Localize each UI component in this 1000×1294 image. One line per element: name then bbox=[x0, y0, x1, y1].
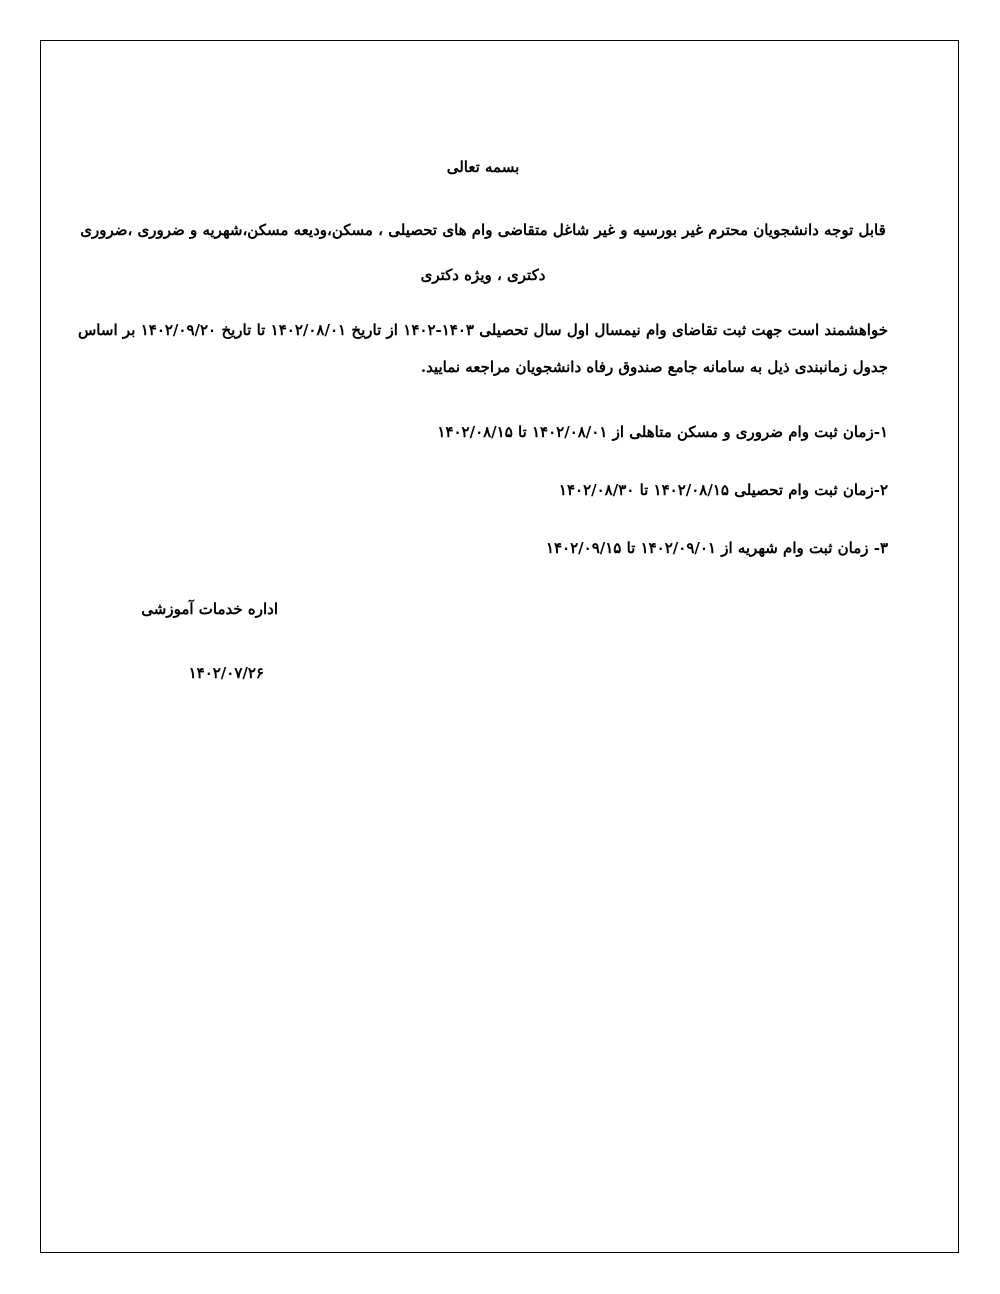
schedule-item-1: ۱-زمان ثبت وام ضروری و مسکن متاهلی از ۱۴۰۲/۰۸/۰۱ تا ۱۴۰۲/۰۸/۱۵ bbox=[437, 423, 888, 441]
issuing-office: اداره خدمات آموزشی bbox=[141, 600, 278, 618]
document-heading: بسمه تعالی bbox=[446, 158, 520, 176]
announcement-body: خواهشمند است جهت ثبت تقاضای وام نیمسال اول سال تحصیلی ۱۴۰۳-۱۴۰۲ از تاریخ ۱۴۰۲/۰۸/۰۱ تا تاریخ ۱۴۰۲/۰۹/۲۰ بر اساس جدول زمانبندی ذیل به سامانه جامع صندوق رفاه دانشجویان مراجعه نمایید. bbox=[78, 321, 888, 376]
announcement-subject: قابل توجه دانشجویان محترم غیر بورسیه و غیر شاغل متقاضی وام های تحصیلی ، مسکن،ودیعه مسکن،شهریه و ضروری ،ضروری دکتری ، ویژه دکتری bbox=[80, 221, 886, 284]
schedule-item-3: ۳- زمان ثبت وام شهریه از ۱۴۰۲/۰۹/۰۱ تا ۱۴۰۲/۰۹/۱۵ bbox=[545, 539, 888, 557]
document-date: ۱۴۰۲/۰۷/۲۶ bbox=[188, 664, 264, 682]
schedule-item-2: ۲-زمان ثبت وام تحصیلی ۱۴۰۲/۰۸/۱۵ تا ۱۴۰۲/۰۸/۳۰ bbox=[558, 481, 888, 499]
